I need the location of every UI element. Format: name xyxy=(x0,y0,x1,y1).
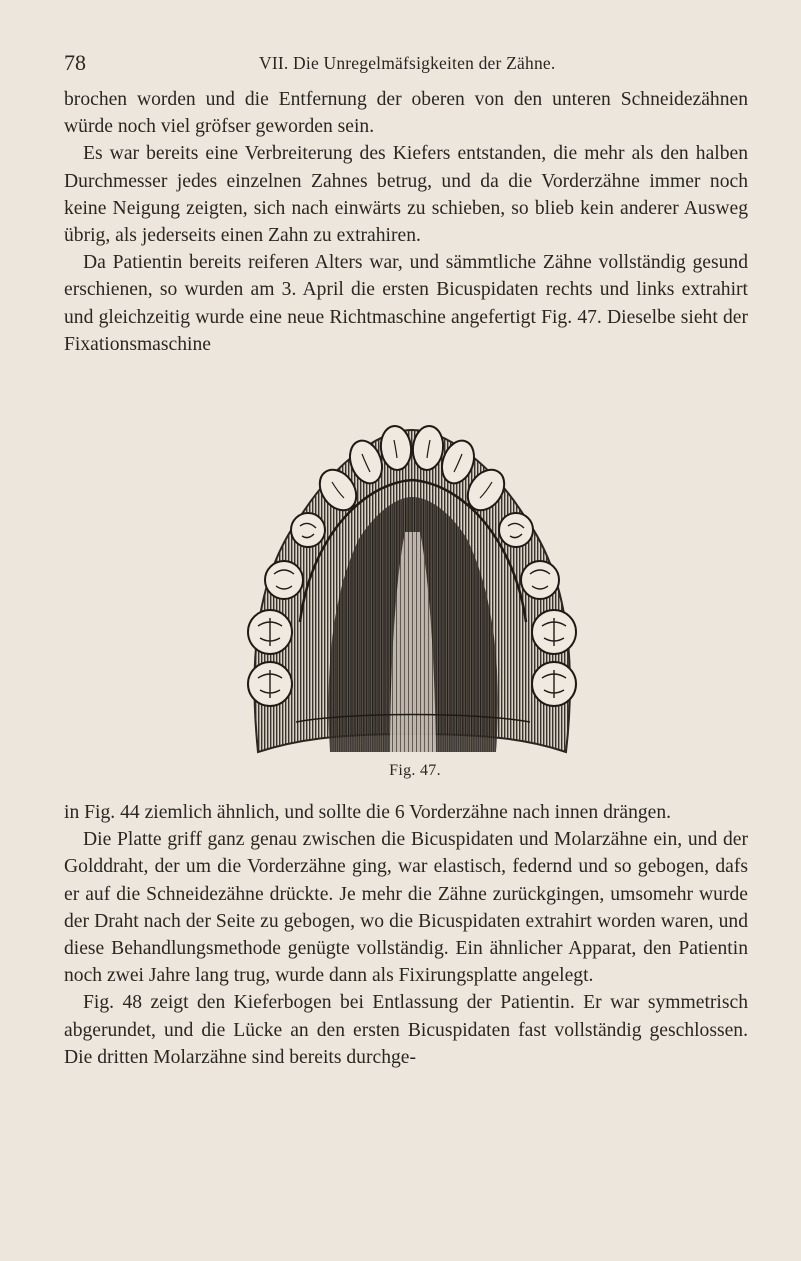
page-number: 78 xyxy=(64,50,86,75)
dental-arch-illustration xyxy=(240,422,585,762)
page-header xyxy=(64,50,744,80)
text-block-bottom xyxy=(64,799,748,1071)
figure-caption: Fig. 47. xyxy=(389,762,441,779)
paragraph: Fig. 48 zeigt den Kieferbogen bei Entlassung der Patientin. Er war symmetrisch abgerundet, und die Lücke an den ersten Bicuspidaten fast vollständig geschlossen. Die dritten Molarzähne sind bereits durchge- xyxy=(64,992,748,1068)
figure-dental-appliance xyxy=(240,422,585,762)
paragraph: in Fig. 44 ziemlich ähnlich, und sollte die 6 Vorderzähne nach innen drängen. xyxy=(64,802,672,823)
paragraph: Die Platte griff ganz genau zwischen die Bicuspidaten und Molarzähne ein, und der Golddraht, der um die Vorderzähne ging, war elastisch, federnd und so gebogen, dafs er auf die Schneidezähne drückte. Je mehr die Zähne zurückgingen, umsomehr wurde der Draht nach der Seite zu gebogen, wo die Bicuspidaten extrahirt worden waren, und diese Behandlungsmethode genügte vollständig. Ein ähnlicher Apparat, den Patientin noch zwei Jahre lang trug, wurde dann als Fixirungsplatte angelegt. xyxy=(64,829,748,987)
paragraph: Es war bereits eine Verbreiterung des Kiefers entstanden, die mehr als den halben Durchmesser jedes einzelnen Zahnes betrug, und da die Vorderzähne immer noch keine Neigung zeigten, sich nach einwärts zu schieben, so blieb kein anderer Ausweg übrig, als jederseits einen Zahn zu extrahiren. xyxy=(64,143,748,247)
text-block-top xyxy=(64,86,748,358)
paragraph: Da Patientin bereits reiferen Alters war, und sämmtliche Zähne vollständig gesund erschienen, so wurden am 3. April die ersten Bicuspidaten rechts und links extrahirt und gleichzeitig wurde eine neue Richtmaschine angefertigt Fig. 47. Dieselbe sieht der Fixationsmaschine xyxy=(64,252,748,355)
running-head: VII. Die Unregelmäfsigkeiten der Zähne. xyxy=(259,53,556,73)
paragraph: brochen worden und die Entfernung der oberen von den unteren Schneidezähnen würde noch viel gröfser geworden sein. xyxy=(64,89,748,138)
